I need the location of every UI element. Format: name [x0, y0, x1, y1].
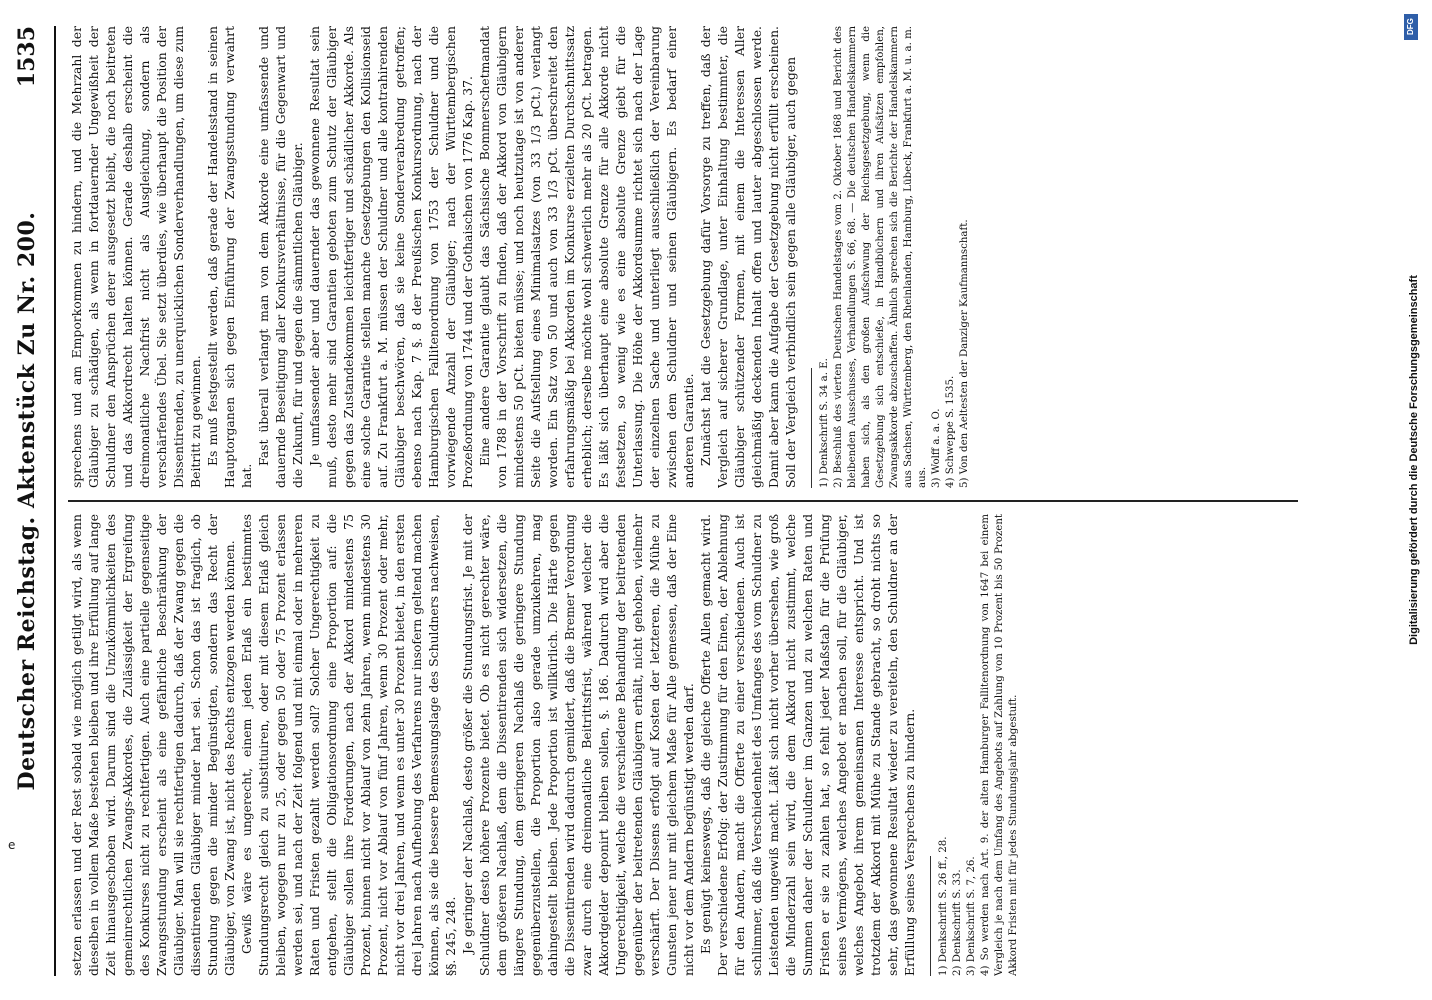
left-paragraph-4: Es genügt keineswegs, daß die gleiche Offerte Allen gemacht wird. Der verschiedene Erfolg: der Zustimmung für den Einen, der Ablehnung für den Andern, macht die Offerte zu einer verschiedenen. Auch ist schlimmer, daß die Verschiedenheit des Umfanges des vom Schuldner zu Leistenden ungewiß macht. Läßt sich nicht vorher übersehen, wie groß die Minderzahl sein wird, die dem Akkord nicht zustimmt, welche Summen daher der Schuldner im Ganzen und zu welchen Raten und Fristen er sie zu zahlen hat, so fehlt jeder Maßstab für die Prüfung seines Vermögens, welches Angebot er machen soll, für die Gläubiger, welches Angebot ihrem gemeinsamen Interesse entspricht. Und ist trotzdem der Akkord mit Mühe zu Stande gebracht, so droht nichts so sehr, das gewonnene Resultat wieder zu vereiteln, den Schuldner an der Erfüllung seines Versprechens zu hindern. — [698, 514, 917, 976]
right-footnote-2: 2) Beschluß des vierten Deutschen Handelstages vom 2. Oktober 1868 und Bericht des bleibenden Ausschusses, Verhandlungen S. 66, 68. — Die deutschen Handelskammern haben sich, als den großen Aufschwung der Reichsgesetzgebung, wenn die Gesetzgebung sich entschieße, in Handbüchern und ihren Aufsätzen empfohlen, Zwangsakkorde abzuschaffen. Ähnlich sprechen sich die Berichte der Handelskammern aus Sachsen, Württemberg, den Rheinlanden, Hamburg, Lübeck, Frankfurt a. M. u. a. m. aus. — [833, 26, 928, 488]
left-footnote-2: 2) Denkschrift S. 33. — [952, 869, 963, 976]
page-title: Deutscher Reichstag. Aktenstück Zu Nr. 200. — [14, 211, 40, 791]
page-number: 1535 — [14, 26, 40, 88]
left-footnotes — [937, 514, 1021, 976]
dfg-logo-badge: DFG — [1404, 14, 1418, 40]
left-paragraph-2: Gewiß wäre es ungerecht, einem jeden Erlaß ein bestimmtes Stundungsrecht gleich zu substituiren, oder mit diesem Erlaß gleich bleiben, wogegen nur zu 25, oder gegen 50 oder 75 Prozent erlassen werden sei, und nach der Zeit folgend und mit einmal oder in mehreren Raten und Fristen gezahlt werden soll? Solcher Ungerechtigkeit zu entgehen, stellt die Obligationsordnung eine Proportion auf: die Gläubiger sollen ihre Forderungen, nach der Akkord mindestens 75 Prozent, binnen nicht vor Ablauf von zehn Jahren, wenn mindestens 30 Prozent, nicht vor Ablauf von fünf Jahren, wenn 30 Prozent oder mehr, nicht vor drei Jahren, und wenn es unter 30 Prozent bietet, in den ersten drei Jahren nach Aufhebung des Verfahrens nur insofern geltend machen können, als sie die bessere Bemessungslage des Schuldners nachweisen, §§. 245, 248. — [239, 514, 458, 976]
right-footnote-5: 5) Von den Aeltesten der Danziger Kaufmannschaft. — [959, 219, 970, 488]
right-footnote-4: 4) Schweppe S. 1535. — [945, 375, 956, 488]
left-footnote-4: 4) So werden nach Art. 9. der alten Hamburger Fallitenordnung von 1647 bei einem Vergleich je nach dem Umfang des Angebots auf Zahlung von 10 Prozent bis 50 Prozent Akkord Fristen mit für jedes Stundungsjahr abgestuft. — [980, 514, 1019, 976]
masthead-rule — [54, 26, 56, 976]
right-column — [68, 26, 1368, 488]
digitization-credit-strip — [1403, 0, 1425, 1000]
right-paragraph-2: Es muß festgestellt werden, daß gerade der Handelsstand in seinen Hauptorganen sich gegen Einführung der Zwangsstundung verwahrt hat. — [205, 26, 254, 488]
digitization-credit: Digitalisierung gefördert durch die Deutsche Forschungsgemeinschaft — [1408, 275, 1420, 645]
left-footnote-3: 3) Denkschrift S. 7, 26. — [966, 856, 977, 976]
left-column — [68, 514, 1368, 976]
column-divider — [68, 500, 1298, 502]
right-paragraph-6: Zunächst hat die Gesetzgebung dafür Vorsorge zu treffen, daß der Vergleich auf sicherer Grundlage, unter Einhaltung bestimmter, die Gläubiger schützender Formen, mit einem die Interessen Aller gleichmäßig deckenden Inhalt offen und lauter abgeschlossen werde. Damit aber kann die Aufgabe der Gesetzgebung nicht erfüllt erscheinen. Soll der Vergleich verbindlich sein gegen alle Gläubiger, auch gegen — [698, 26, 798, 488]
edge-mark: e — [8, 838, 16, 852]
right-footnote-rule — [811, 368, 812, 488]
right-paragraph-5: Eine andere Garantie glaubt das Sächsische Bommerschetmandat von 1788 in der Vorschrift zu finden, daß der Akkord von Gläubigern mindestens 50 pCt. bieten müsse; und noch heutzutage ist von anderer Seite die Aufstellung eines Minimalsatzes (von 33 1/3 pCt.) verlangt worden. Ein Satz von 50 und auch von 33 1/3 pCt. überschreitet den erfahrungsmäßig bei Akkorden im Konkurse erzielten Durchschnittssatz erheblich; derselbe möchte wohl schwerlich mehr als 20 pCt. betragen. Es läßt sich überhaupt eine absolute Grenze für alle Akkorde nicht festsetzen, so wenig wie es eine absolute Grenze giebt für die Unterlassung. Die Höhe der Akkordsumme richtet sich nach der Lage der einzelnen Sache und unterliegt ausschließlich der Vereinbarung zwischen dem Schuldner und seinen Gläubigern. Es bedarf einer anderen Garantie. — [477, 26, 696, 488]
right-footnotes — [818, 26, 972, 488]
right-paragraph-1: sprechens und am Emporkommen zu hindern, und die Mehrzahl der Gläubiger zu schädigen, als wenn in fortdauernder Ungewißheit der Schuldner den Ansprüchen derer ausgesetzt bleibt, die noch beitreten und das Akkordrecht halten können. Gerade deshalb erscheint die dreimonatliche Nachfrist nicht als Ausgleichung, sondern als verschärfendes Übel. Sie setzt überdies, wie überhaupt die Position der Dissentirenden, zu unerquicklichen Sonderverhandlungen, um diese zum Beitritt zu gewinnen. — [69, 26, 203, 488]
right-footnote-3: 3) Wolff a. a. O. — [931, 408, 942, 488]
right-paragraph-3: Fast überall verlangt man von dem Akkorde eine umfassende und dauernde Beseitigung aller Konkursverhältnisse, für die Gegenwart und die Zukunft, für und gegen die sämmtlichen Gläubiger. — [256, 26, 305, 488]
left-paragraph-3: Je geringer der Nachlaß, desto größer die Stundungsfrist. Je mit der Schuldner desto höhere Prozente bietet. Ob es nicht gerechter wäre, dem größeren Nachlaß, dem die Dissentirenden sich widersetzen, die längere Stundung, dem geringeren Nachlaß die geringere Stundung gegenüberzustellen, die Proportion also gerade umzukehren, mag dahingestellt bleiben. Jede Proportion ist willkürlich. Die Härte gegen die Dissentirenden wird dadurch gemildert, daß die Bremer Verordnung zwar durch eine dreimonatliche Beitrittsfrist, während welcher die Akkordgelder deponirt bleiben sollen, §. 186. Dadurch wird aber die Ungerechtigkeit, welche die verschiedene Behandlung der beitretenden gegenüber der beitretenden Gläubigern erhält, nicht gehoben, vielmehr verschärft. Der Dissens erfolgt auf Kosten der letzteren, die Mühe zu Gunsten jener nur mit gleichem Maße für Alle gemessen, daß der Eine nicht vor dem Andern begünstigt werden darf. — [460, 514, 696, 976]
masthead — [14, 26, 58, 976]
right-footnote-1: 1) Denkschrift S. 34 a. E. — [819, 358, 830, 488]
left-footnote-1: 1) Denkschrift S. 26 ff., 28. — [938, 836, 949, 976]
left-paragraph-1: setzen erlassen und der Rest sobald wie möglich getilgt wird, als wenn dieselben in vollem Maße bestehen bleiben und ihre Erfüllung auf lange Zeit hinausgeschoben wird. Darum sind die Unzukömmlichkeiten des gemeinrechtlichen Zwangs-Akkordes, die Zulässigkeit der Ergreifung des Konkurses nicht zu rechtfertigen. Auch eine partielle gegenseitige Zwangsstundung erscheint als eine gefährliche Beschränkung der Gläubiger. Man will sie rechtfertigen dadurch, daß der Zwang gegen die dissentirenden Gläubiger minder hart sei. Schon das ist fraglich, ob Stundung gegen die minder Begünstigten, sondern das Recht der Gläubiger, von Zwang ist, nicht des Rechts entzogen werden können. — [69, 514, 237, 976]
left-footnote-rule — [930, 856, 931, 976]
right-paragraph-4: Je umfassender aber und dauernder das gewonnene Resultat sein muß, desto mehr sind Garantien geboten zum Schutz der Gläubiger gegen das Zustandekommen leichtfertiger und schädlicher Akkorde. Als eine solche Garantie stellen manche Gesetzgebungen den Kollisionseid auf. Zu Frankfurt a. M. müssen der Schuldner und alle kontrahirenden Gläubiger beschwören, daß sie keine Sonderverabredung getroffen; ebenso nach Kap. 7 §. 8 der Preußischen Konkursordnung, nach der Hamburgischen Fallitenordnung von 1753 der Schuldner und die vorwiegende Anzahl der Gläubiger; nach der Württembergischen Prozeßordnung von 1744 und der Gothaischen von 1776 Kap. 37. — [307, 26, 475, 488]
